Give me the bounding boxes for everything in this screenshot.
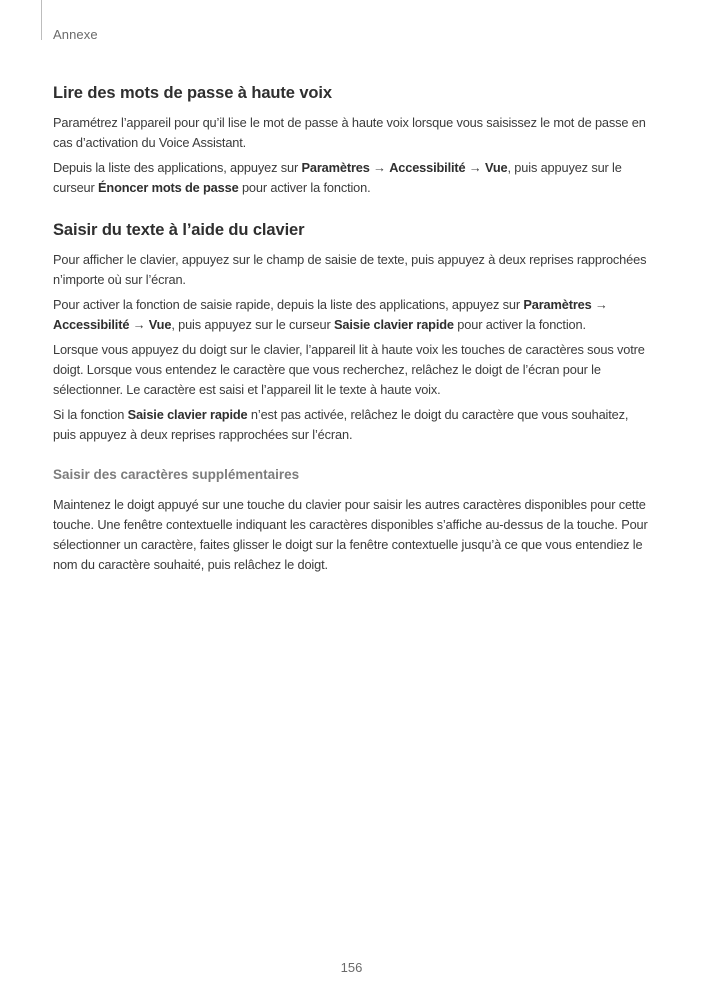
text-run: pour activer la fonction.: [238, 180, 371, 195]
running-header: Annexe: [53, 27, 98, 42]
text-run: Si la fonction: [53, 407, 128, 422]
text-run: pour activer la fonction.: [453, 317, 586, 332]
section-title-read-passwords: Lire des mots de passe à haute voix: [53, 84, 332, 102]
paragraph: Pour afficher le clavier, appuyez sur le champ de saisie de texte, puis appuyez à deux reprises rapprochées n’importe où sur l’écran.: [53, 252, 647, 287]
subsection-title-extra-characters: Saisir des caractères supplémentaires: [53, 467, 300, 482]
section-title-keyboard-input: Saisir du texte à l’aide du clavier: [53, 221, 305, 239]
menu-path-accessibility: Accessibilité: [389, 160, 466, 175]
text-run: , puis appuyez sur le curseur: [171, 317, 334, 332]
menu-path-vision: Vue: [484, 160, 508, 175]
arrow-separator: →: [465, 160, 485, 175]
text-run: Depuis la liste des applications, appuyez sur: [53, 160, 302, 175]
paragraph-instructions: [53, 158, 653, 198]
option-rapid-key-input: Saisie clavier rapide: [127, 407, 248, 422]
margin-rule: [41, 0, 42, 40]
menu-path-settings: Paramètres: [523, 297, 592, 312]
paragraph: [53, 405, 653, 445]
option-speak-passwords: Énoncer mots de passe: [98, 180, 239, 195]
paragraph: Maintenez le doigt appuyé sur une touche du clavier pour saisir les autres caractères disponibles pour cette touche. Une fenêtre contextuelle indiquant les caractères disponibles s’affiche au-dessus de la touche. Pour sélectionner un caractère, faites glisser le doigt sur la fenêtre contextuelle jusqu’à ce que vous entendiez le nom du caractère souhaité, puis relâchez le doigt.: [53, 497, 648, 572]
text-run: , puis appuyez sur le curseur: [53, 160, 622, 195]
menu-path-settings: Paramètres: [301, 160, 370, 175]
page-number: 156: [340, 960, 363, 975]
option-rapid-key-input: Saisie clavier rapide: [333, 317, 454, 332]
text-run: Pour activer la fonction de saisie rapide, depuis la liste des applications, appuyez sur: [53, 297, 524, 312]
text-run: n’est pas activée, relâchez le doigt du caractère que vous souhaitez, puis appuyez à deux reprises rapprochées sur l’écran.: [53, 407, 629, 442]
paragraph: Paramétrez l’appareil pour qu’il lise le mot de passe à haute voix lorsque vous saisissez le mot de passe en cas d’activation du Voice Assistant.: [53, 115, 646, 150]
arrow-separator: →: [129, 317, 149, 332]
page-content: [53, 82, 653, 575]
menu-path-vision: Vue: [148, 317, 172, 332]
paragraph-instructions: [53, 295, 653, 335]
arrow-separator: →: [369, 160, 390, 175]
arrow-separator: →: [591, 297, 608, 312]
paragraph: Lorsque vous appuyez du doigt sur le clavier, l’appareil lit à haute voix les touches de caractères sous votre doigt. Lorsque vous entendez le caractère que vous recherchez, relâchez le doigt de l’écran pour le sélectionner. Le caractère est saisi et l’appareil lit le texte à haute voix.: [53, 342, 645, 397]
menu-path-accessibility: Accessibilité: [53, 317, 130, 332]
